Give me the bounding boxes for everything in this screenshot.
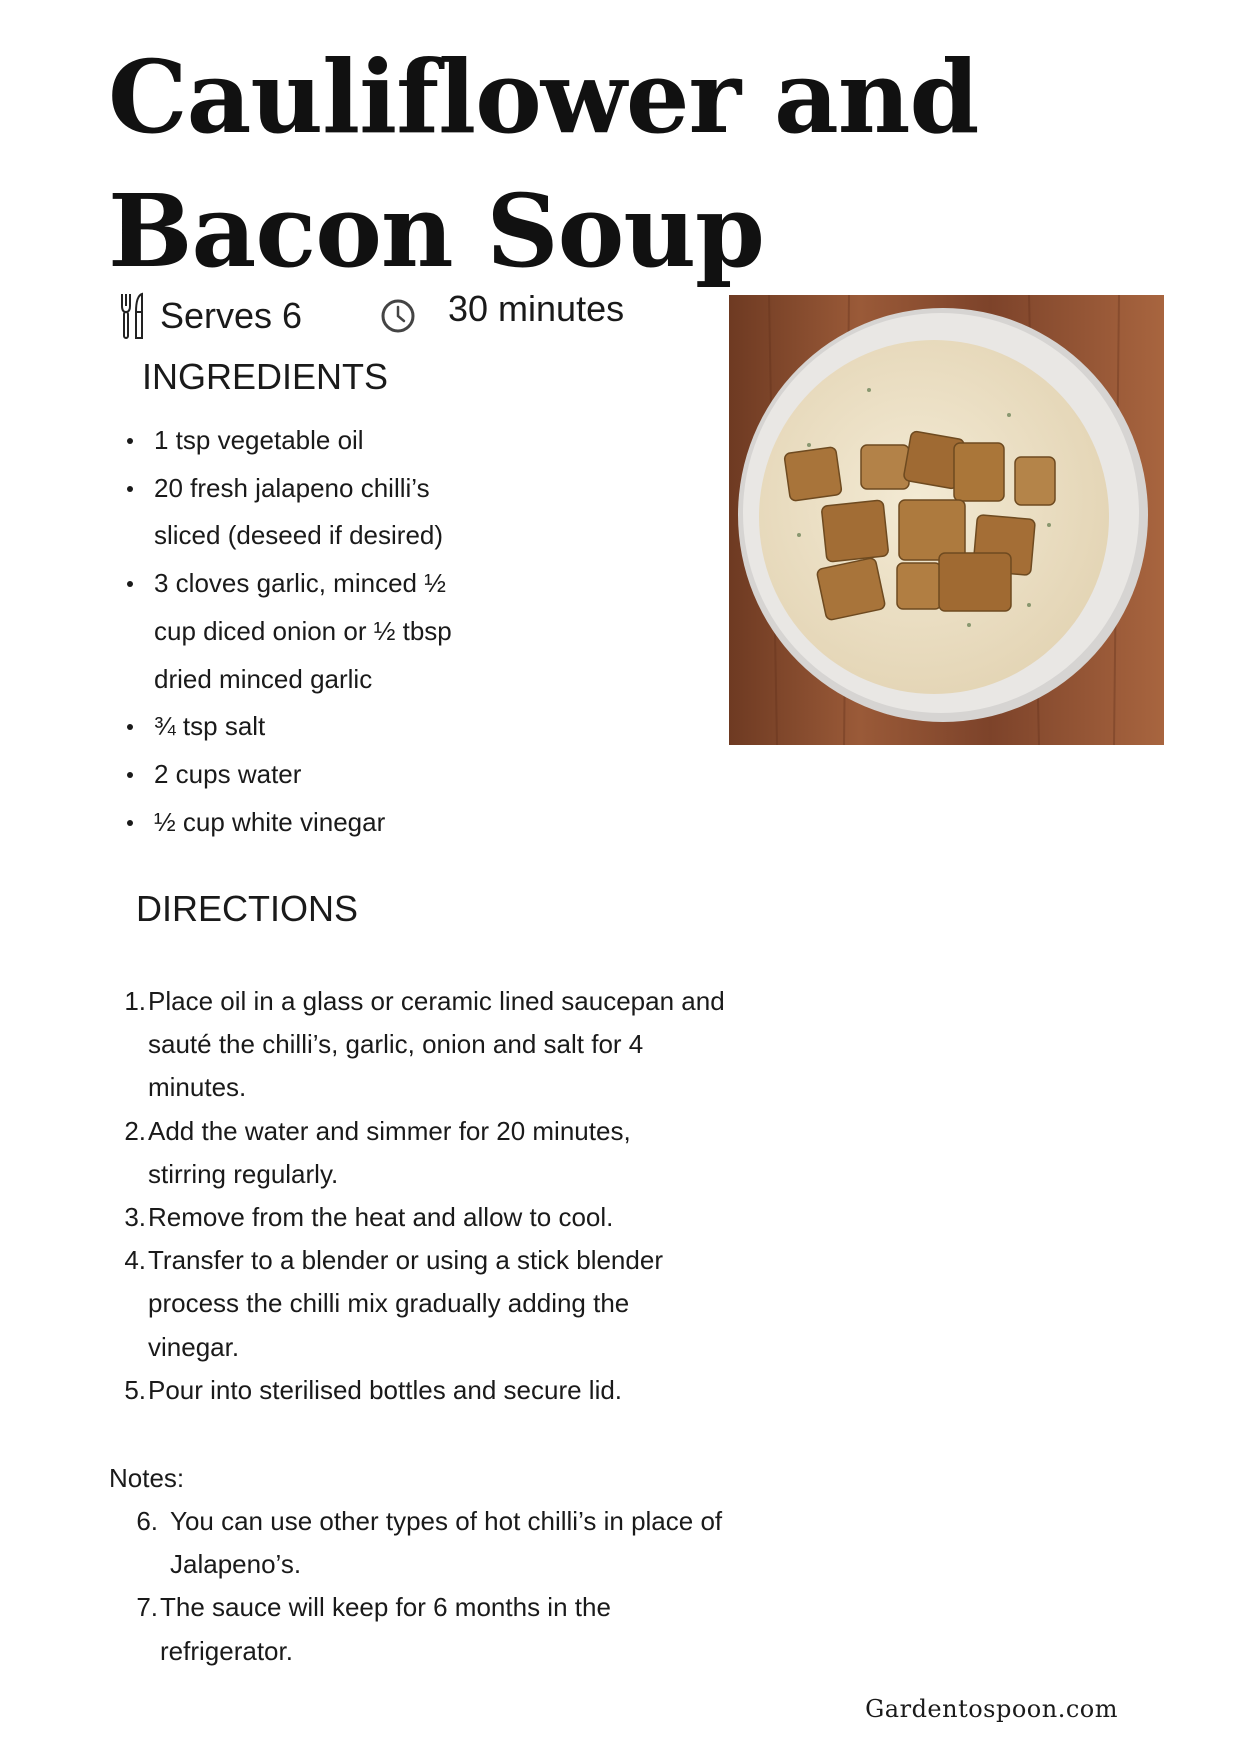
- step-number: 4.: [124, 1245, 146, 1276]
- note-text: You can use other types of hot chilli’s in place of Jalapeno’s.: [170, 1506, 723, 1580]
- step-text: Pour into sterilised bottles and secure lid.: [148, 1374, 623, 1405]
- direction-step: [110, 1196, 750, 1239]
- step-text: Add the water and simmer for 20 minutes, stirring regularly.: [148, 1115, 631, 1189]
- step-text: Place oil in a glass or ceramic lined saucepan and sauté the chilli’s, garlic, onion and salt for 4 minutes.: [148, 986, 725, 1103]
- step-number: 5.: [124, 1374, 146, 1405]
- directions-list: [110, 980, 750, 1412]
- note-number: 7.: [136, 1592, 158, 1623]
- ingredient-item: 2 cups water: [112, 751, 552, 799]
- site-url: Gardentospoon.com: [865, 1695, 1118, 1723]
- ingredients-list: [112, 417, 552, 846]
- direction-step: [110, 1369, 750, 1412]
- time-info: [380, 286, 624, 346]
- note-item: [122, 1500, 742, 1586]
- ingredients-heading: INGREDIENTS: [142, 356, 389, 397]
- step-number: 2.: [124, 1115, 146, 1146]
- note-item: [122, 1586, 742, 1672]
- directions-heading: DIRECTIONS: [136, 888, 359, 929]
- ingredient-item: 3 cloves garlic, minced ½ cup diced onion or ½ tbsp dried minced garlic: [112, 560, 474, 703]
- serves-text: Serves 6: [160, 295, 303, 336]
- fork-knife-icon: [120, 292, 146, 340]
- direction-step: [110, 1239, 750, 1369]
- recipe-title: Cauliflower and Bacon Soup: [108, 38, 979, 290]
- step-text: Transfer to a blender or using a stick blender process the chilli mix gradually adding the vinegar.: [148, 1245, 663, 1362]
- step-number: 3.: [124, 1202, 146, 1233]
- clock-icon: [380, 298, 416, 334]
- note-number: 6.: [136, 1506, 158, 1536]
- step-text: Remove from the heat and allow to cool.: [148, 1202, 614, 1233]
- notes-label: Notes:: [109, 1463, 185, 1493]
- notes-list: [122, 1500, 742, 1673]
- direction-step: [110, 1110, 750, 1196]
- direction-step: [110, 980, 750, 1110]
- ingredient-item: ¾ tsp salt: [112, 703, 552, 751]
- soup-photo: [729, 295, 1164, 745]
- ingredient-item: 20 fresh jalapeno chilli’s sliced (deseed if desired): [112, 465, 444, 560]
- ingredient-item: 1 tsp vegetable oil: [112, 417, 552, 465]
- serves-info: [120, 286, 302, 346]
- note-text: The sauce will keep for 6 months in the refrigerator.: [160, 1592, 611, 1666]
- time-text: 30 minutes: [448, 288, 625, 329]
- ingredient-item: ½ cup white vinegar: [112, 799, 552, 847]
- step-number: 1.: [124, 986, 146, 1016]
